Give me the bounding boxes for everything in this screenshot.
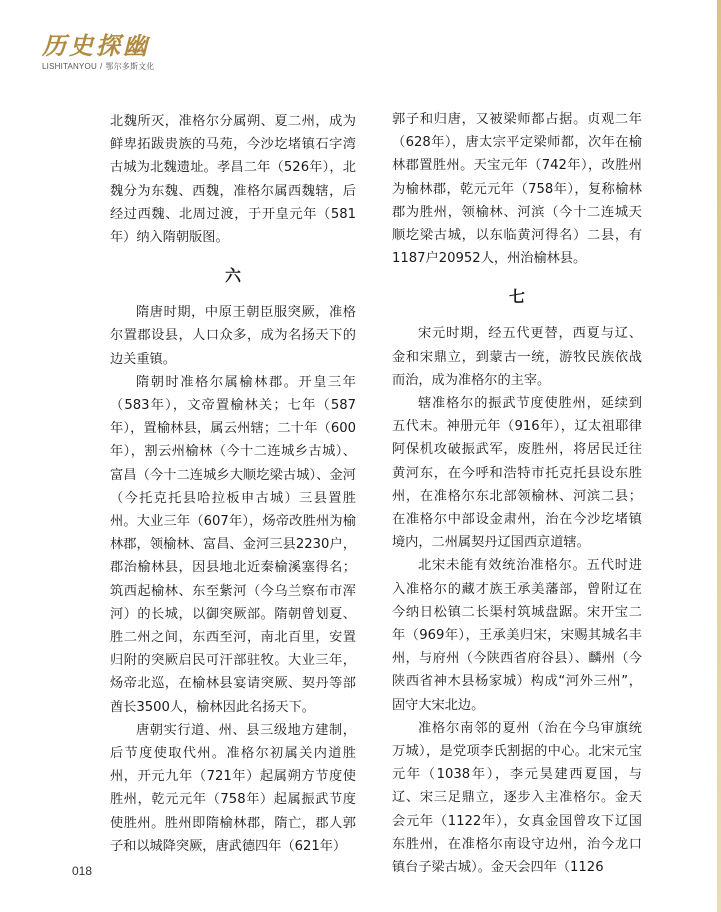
page-header <box>42 32 155 72</box>
paragraph: 隋唐时期，中原王朝臣服突厥，准格尔置郡设县，人口众多，成为名扬天下的边关重镇。 <box>110 305 356 367</box>
paragraph: 北魏所灭，准格尔分属朔、夏二州，成为鲜卑拓跋贵族的马苑，今沙圪堵镇石字湾古城为北魏遗址。孝昌二年（526年），北魏分为东魏、西魏，准格尔属西魏辖，后经过西魏、北周过渡，于开皇元年（581年）纳入隋朝版图。 <box>110 114 356 246</box>
column-title: 历史探幽 <box>42 31 150 60</box>
paragraph: 北宋未能有效统治准格尔。五代时进入准格尔的藏才族王承美藩部，曾附辽在今纳日松镇二长渠村筑城盘踞。宋开宝二年（969年），王承美归宋，宋赐其城名丰州，与府州（今陕西省府谷县）、麟州（今陕西省神木县杨家城）构成“河外三州”，固守大宋北边。 <box>392 558 642 713</box>
page-number: 018 <box>72 864 93 878</box>
left-column <box>110 110 356 858</box>
section-heading-seven: 七 <box>508 287 525 307</box>
column-subtitle-publication: 鄂尔多斯文化 <box>105 62 155 71</box>
column-subtitle <box>42 61 155 72</box>
section-heading-six: 六 <box>224 266 241 286</box>
decorative-side-bar <box>717 0 721 912</box>
column-subtitle-separator: / <box>99 62 103 71</box>
paragraph: 唐朝实行道、州、县三级地方建制，后节度使取代州。准格尔初属关内道胜州，开元九年（721年）起属朔方节度使胜州，乾元元年（758年）起属振武节度使胜州。胜州即隋榆林郡，隋亡，郡人郭子和以城降突厥，唐武德四年（621年） <box>110 722 356 854</box>
right-column <box>392 108 642 879</box>
column-subtitle-pinyin: LISHITANYOU <box>42 62 97 71</box>
paragraph: 准格尔南邻的夏州（治在今乌审旗统万城），是党项李氏割据的中心。北宋元宝元年（1038年），李元昊建西夏国，与辽、宋三足鼎立，逐步入主准格尔。金天会元年（1122年），女真金国曾攻下辽国东胜州，在准格尔南设守边州，治今龙口镇台子梁古城）。金天会四年（1126 <box>392 720 642 876</box>
paragraph: 隋朝时准格尔属榆林郡。开皇三年（583年），文帝置榆林关；七年（587年），置榆林县，属云州辖；二十年（600年），割云州榆林（今十二连城乡古城）、富昌（今十二连城乡大顺圪梁古城）、金河（今托克托县哈拉板申古城）三县置胜州。大业三年（607年），炀帝改胜州为榆林郡，领榆林、富昌、金河三县2230户，郡治榆林县，因县地北近秦榆溪塞得名；筑西起榆林、东至紫河（今乌兰察布市浑河）的长城，以御突厥部。隋朝曾划夏、胜二州之间，东西至河，南北百里，安置归附的突厥启民可汗部驻牧。大业三年，炀帝北巡，在榆林县宴请突厥、契丹等部酋长3500人，榆林因此名扬天下。 <box>110 374 356 715</box>
paragraph: 郭子和归唐，又被梁师都占据。贞观二年（628年），唐太宗平定梁师都，次年在榆林郡置胜州。天宝元年（742年），改胜州为榆林郡，乾元元年（758年），复称榆林郡为胜州，领榆林、河滨（今十二连城天顺圪梁古城，以东临黄河得名）二县，有1187户20952人，州治榆林县。 <box>392 112 642 267</box>
paragraph: 辖准格尔的振武节度使胜州，延续到五代末。神册元年（916年），辽太祖耶律阿保机攻破振武军，废胜州，将居民迁往黄河东，在今呼和浩特市托克托县设东胜州，在准格尔东北部领榆林、河滨二县；在准格尔中部设金肃州，治在今沙圪堵镇境内，二州属契丹辽国西京道辖。 <box>392 396 642 551</box>
paragraph: 宋元时期，经五代更替，西夏与辽、金和宋鼎立，到蒙古一统，游牧民族依战而治，成为准格尔的主宰。 <box>392 326 642 388</box>
